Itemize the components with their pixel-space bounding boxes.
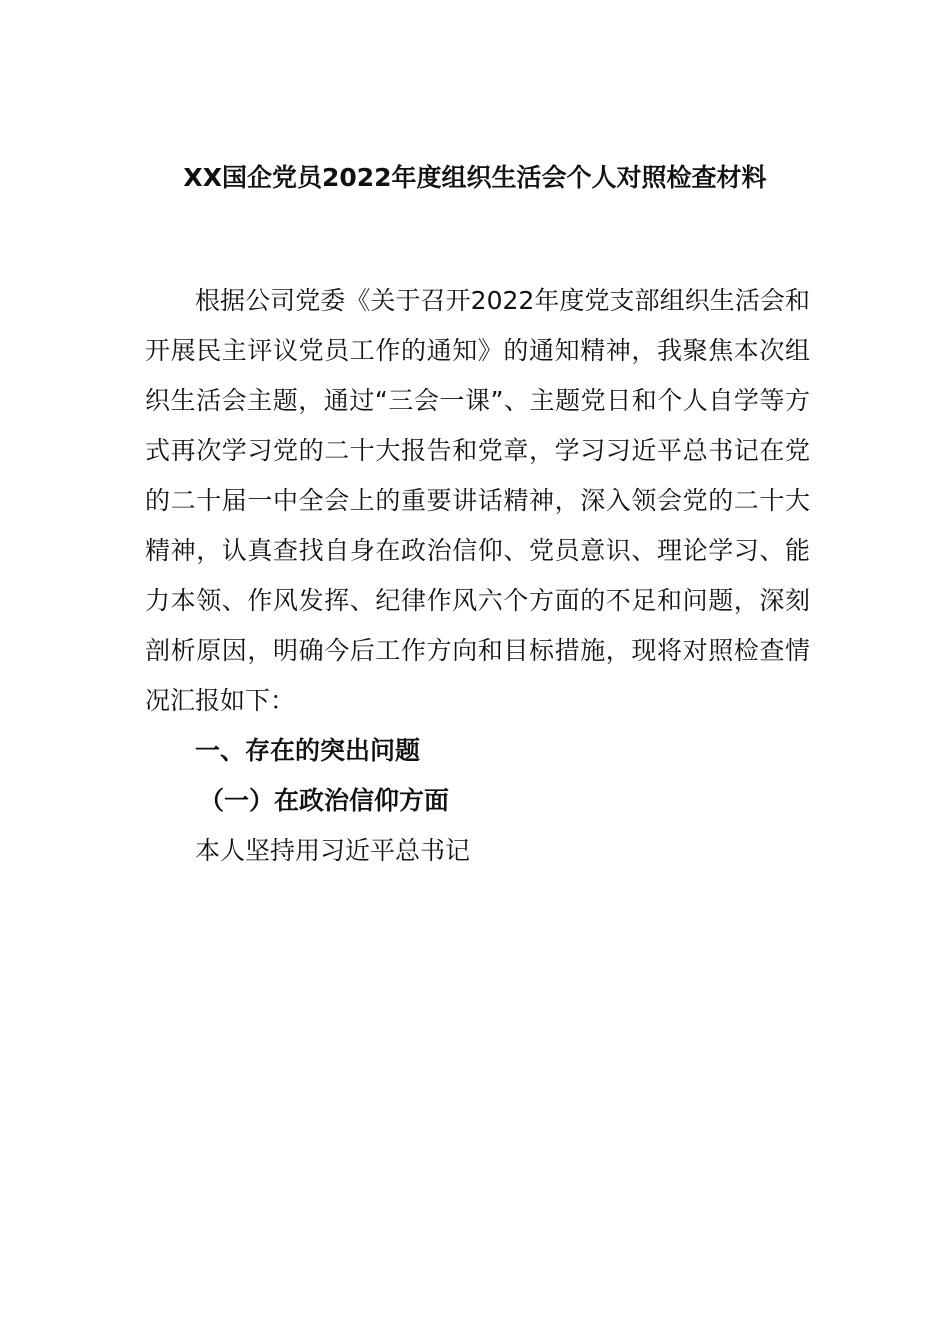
- subsection-paragraph: 本人坚持用习近平总书记: [195, 836, 471, 865]
- subsection-heading: （一）在政治信仰方面: [199, 786, 450, 815]
- section-heading: 一、存在的突出问题: [195, 736, 421, 765]
- document-title: XX国企党员2022年度组织生活会个人对照检查材料: [183, 163, 767, 192]
- intro-paragraph: 根据公司党委《关于召开2022年度党支部组织生活会和开展民主评议党员工作的通知》的通知精神，我聚焦本次组织生活会主题，通过“三会一课”、主题党日和个人自学等方式再次学习党的二十大报告和党章，学习习近平总书记在党的二十届一中全会上的重要讲话精神，深入领会党的二十大精神，认真查找自身在政治信仰、党员意识、理论学习、能力本领、作风发挥、纪律作风六个方面的不足和问题，深刻剖析原因，明确今后工作方向和目标措施，现将对照检查情况汇报如下：: [145, 286, 810, 715]
